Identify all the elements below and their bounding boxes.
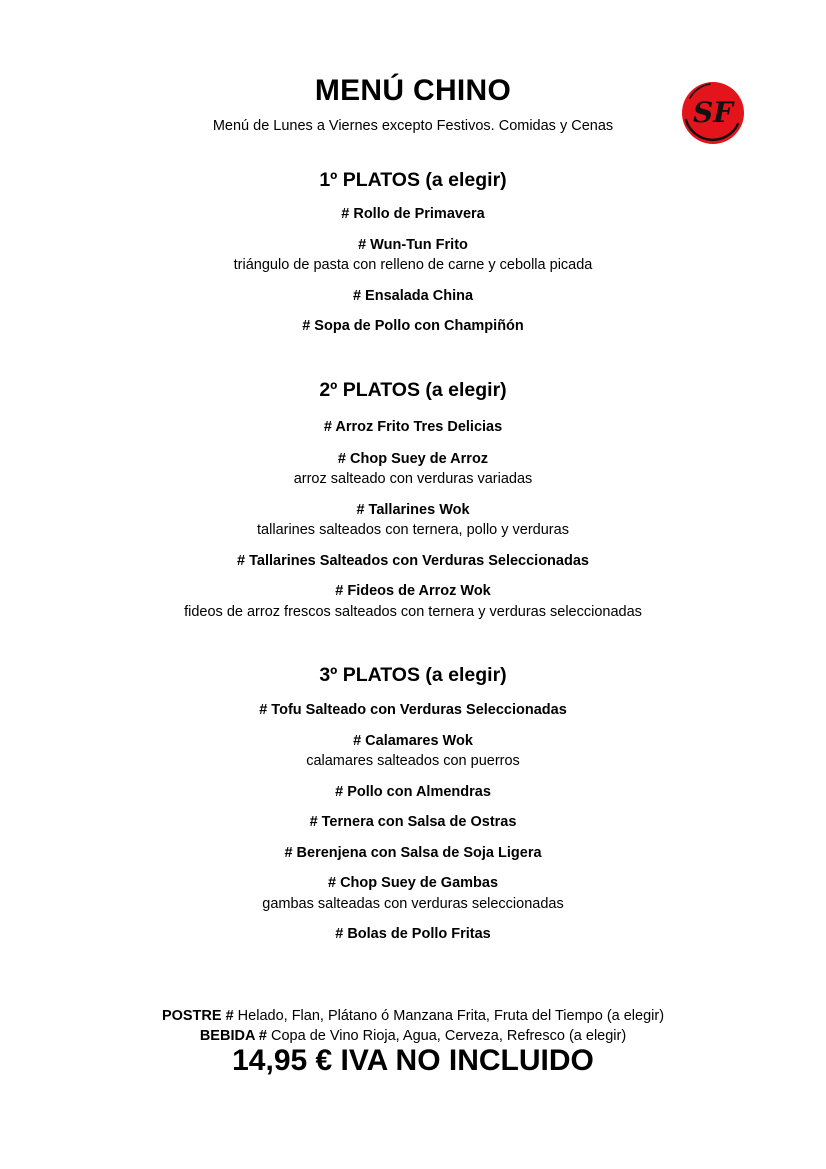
menu-price: 14,95 € IVA NO INCLUIDO <box>232 1044 594 1077</box>
dish-description: calamares salteados con puerros <box>306 753 520 769</box>
section-title-first-courses: 1º PLATOS (a elegir) <box>319 169 507 191</box>
dish-name: # Pollo con Almendras <box>335 784 491 800</box>
dish-name: # Bolas de Pollo Fritas <box>335 926 491 942</box>
dish-name: # Sopa de Pollo con Champiñón <box>302 318 524 334</box>
dish-name: # Calamares Wok <box>353 733 473 749</box>
dish-name: # Fideos de Arroz Wok <box>335 583 491 599</box>
dessert-label: POSTRE # <box>161 1008 234 1024</box>
page-title: MENÚ CHINO <box>314 74 512 107</box>
dish-name: # Wun-Tun Frito <box>358 237 468 253</box>
dish-name: # Ternera con Salsa de Ostras <box>309 814 517 830</box>
dish-name: # Tallarines Wok <box>356 502 470 518</box>
page-subtitle: Menú de Lunes a Viernes excepto Festivos. Comidas y Cenas <box>212 118 614 134</box>
logo-text: SF <box>692 96 734 129</box>
drink-line <box>0 1028 826 1044</box>
dish-name: # Arroz Frito Tres Delicias <box>323 419 503 435</box>
dessert-line <box>0 1008 826 1024</box>
dish-description: triángulo de pasta con relleno de carne y cebolla picada <box>233 257 593 273</box>
drink-label: BEBIDA # <box>199 1028 267 1044</box>
dish-name: # Rollo de Primavera <box>341 206 485 222</box>
dish-name: # Tallarines Salteados con Verduras Seleccionadas <box>237 553 589 569</box>
dish-description: arroz salteado con verduras variadas <box>293 471 533 487</box>
dish-name: # Chop Suey de Gambas <box>327 875 499 891</box>
restaurant-logo <box>680 80 746 146</box>
dish-name: # Berenjena con Salsa de Soja Ligera <box>284 845 542 861</box>
section-title-second-courses: 2º PLATOS (a elegir) <box>319 379 507 401</box>
drink-text: Copa de Vino Rioja, Agua, Cerveza, Refresco (a elegir) <box>266 1028 627 1044</box>
dessert-text: Helado, Flan, Plátano ó Manzana Frita, Fruta del Tiempo (a elegir) <box>233 1008 665 1024</box>
dish-name: # Tofu Salteado con Verduras Seleccionadas <box>259 702 567 718</box>
dish-description: tallarines salteados con ternera, pollo y verduras <box>257 522 569 538</box>
dish-description: fideos de arroz frescos salteados con ternera y verduras seleccionadas <box>184 604 642 620</box>
dish-name: # Chop Suey de Arroz <box>337 451 489 467</box>
dish-name: # Ensalada China <box>352 288 474 304</box>
dish-description: gambas salteadas con verduras seleccionadas <box>262 896 564 912</box>
section-title-third-courses: 3º PLATOS (a elegir) <box>319 664 507 686</box>
